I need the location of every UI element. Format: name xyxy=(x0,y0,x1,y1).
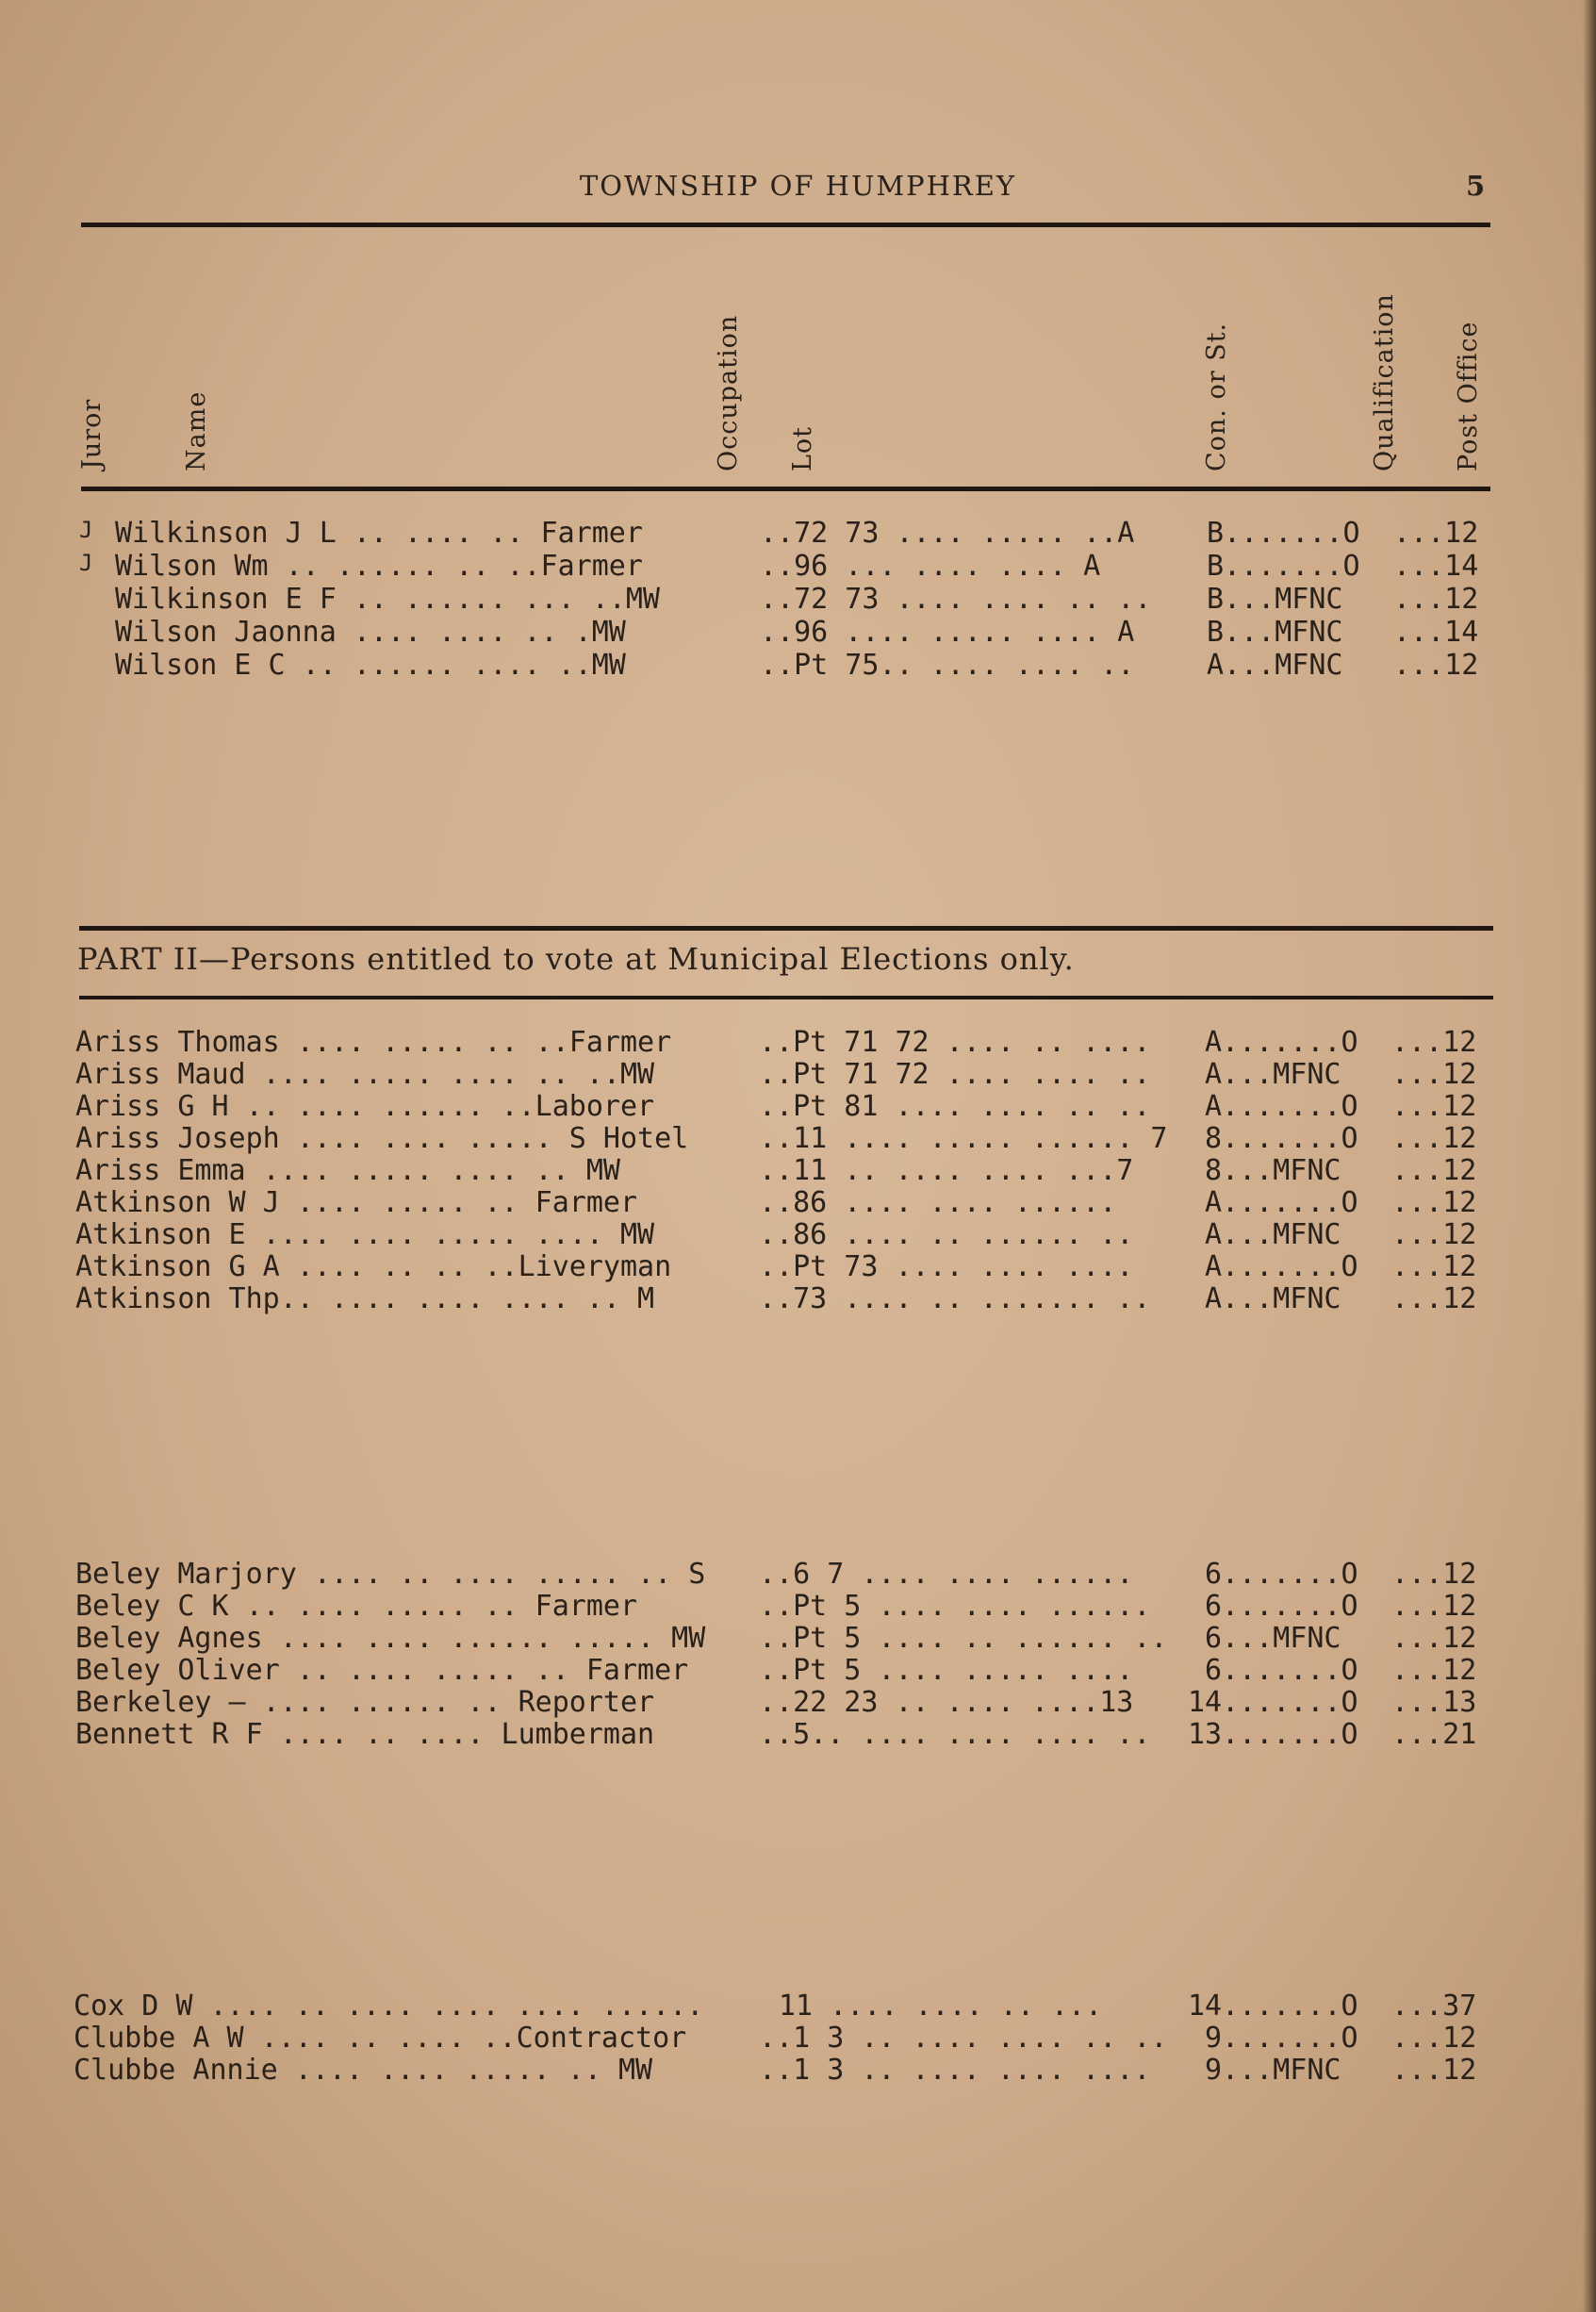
list-item xyxy=(75,1058,1489,1092)
con-qual-entry: A.......O xyxy=(1205,1250,1358,1283)
lot-entry: ..Pt 5 .... .. ...... .. xyxy=(759,1622,1168,1655)
column-head-rule xyxy=(81,487,1490,491)
col-head-qualification: Qualification xyxy=(1370,293,1399,471)
lot-entry: ..72 73 .... ..... ..A xyxy=(760,517,1135,550)
post-office-entry: ...12 xyxy=(1391,1122,1477,1155)
lot-entry: ..73 .... .. ....... .. xyxy=(759,1282,1151,1315)
post-office-entry: ...13 xyxy=(1391,1686,1477,1719)
juror-mark: J xyxy=(79,550,93,576)
con-qual-entry: 9...MFNC xyxy=(1205,2054,1341,2087)
lot-entry: ..Pt 71 72 .... .... .. xyxy=(759,1058,1151,1091)
list-item xyxy=(75,1218,1489,1252)
list-item xyxy=(75,1154,1489,1188)
lot-entry: ..6 7 .... .... ...... xyxy=(759,1558,1134,1591)
lot-entry: ..5.. .... .... .... .. xyxy=(759,1718,1151,1751)
lot-entry: ..11 .... ..... ...... 7 xyxy=(759,1122,1168,1155)
post-office-entry: ...21 xyxy=(1391,1718,1477,1751)
post-office-entry: ...12 xyxy=(1391,1090,1477,1123)
list-item xyxy=(74,2054,1488,2088)
con-qual-entry: 9.......O xyxy=(1205,2022,1358,2055)
lot-entry: ..86 .... .... ...... xyxy=(759,1186,1117,1219)
juror-mark: J xyxy=(79,517,93,543)
con-qual-entry: A.......O xyxy=(1205,1026,1358,1059)
part2-heading: PART II—Persons entitled to vote at Municipal Elections only. xyxy=(77,941,1075,977)
con-qual-entry: A.......O xyxy=(1205,1090,1358,1123)
lot-entry: ..96 .... ..... .... A xyxy=(760,616,1135,649)
list-item xyxy=(81,517,1495,551)
post-office-entry: ...14 xyxy=(1393,550,1479,583)
voter-entry: Bennett R F .... .. .... Lumberman xyxy=(75,1718,655,1751)
voter-entry: Ariss G H .. .... ...... ..Laborer xyxy=(75,1090,655,1123)
post-office-entry: ...12 xyxy=(1391,1026,1477,1059)
post-office-entry: ...12 xyxy=(1391,1218,1477,1251)
con-qual-entry: A...MFNC xyxy=(1205,1218,1341,1251)
con-qual-entry: 6.......O xyxy=(1205,1654,1358,1687)
list-item xyxy=(75,1026,1489,1060)
voter-entry: Clubbe Annie .... .... ..... .. MW xyxy=(74,2054,653,2087)
post-office-entry: ...12 xyxy=(1391,1282,1477,1315)
lot-entry: ..86 .... .. ...... .. xyxy=(759,1218,1134,1251)
post-office-entry: ...37 xyxy=(1391,1990,1477,2023)
con-qual-entry: 6.......O xyxy=(1205,1558,1358,1591)
con-qual-entry: B.......O xyxy=(1207,550,1360,583)
list-item xyxy=(81,649,1495,683)
list-item xyxy=(75,1250,1489,1284)
con-qual-entry: B...MFNC xyxy=(1207,583,1343,616)
post-office-entry: ...12 xyxy=(1393,583,1479,616)
post-office-entry: ...12 xyxy=(1391,1558,1477,1591)
voter-entry: Berkeley — .... ...... .. Reporter xyxy=(75,1686,655,1719)
lot-entry: 11 .... .... .. ... xyxy=(779,1990,1103,2023)
post-office-entry: ...12 xyxy=(1393,649,1479,682)
con-qual-entry: A...MFNC xyxy=(1205,1058,1341,1091)
part2-bottom-rule xyxy=(79,996,1493,999)
voter-entry: Wilson Wm .. ...... .. ..Farmer xyxy=(115,550,643,583)
lot-entry: ..Pt 73 .... .... .... xyxy=(759,1250,1134,1283)
post-office-entry: ...12 xyxy=(1393,517,1479,550)
list-item xyxy=(81,583,1495,617)
voter-entry: Wilson E C .. ...... .... ..MW xyxy=(115,649,626,682)
voter-entry: Wilson Jaonna .... .... .. .MW xyxy=(115,616,626,649)
voter-entry: Beley Agnes .... .... ...... ..... MW xyxy=(75,1622,706,1655)
col-head-lot: Lot xyxy=(788,425,817,471)
col-head-name: Name xyxy=(182,390,211,471)
list-item xyxy=(81,616,1495,650)
list-item xyxy=(75,1622,1489,1656)
voter-entry: Atkinson G A .... .. .. ..Liveryman xyxy=(75,1250,672,1283)
con-qual-entry: 14.......O xyxy=(1188,1990,1358,2023)
page-number: 5 xyxy=(1466,170,1486,202)
list-item xyxy=(75,1186,1489,1220)
voter-entry: Beley Oliver .. .... ..... .. Farmer xyxy=(75,1654,689,1687)
list-item xyxy=(81,550,1495,584)
page-edge-shadow xyxy=(1583,0,1596,2312)
post-office-entry: ...14 xyxy=(1393,616,1479,649)
lot-entry: ..Pt 5 .... ..... .... xyxy=(759,1654,1134,1687)
list-item xyxy=(75,1654,1489,1688)
list-item xyxy=(75,1558,1489,1592)
post-office-entry: ...12 xyxy=(1391,1590,1477,1623)
col-head-post-office: Post Office xyxy=(1454,321,1483,471)
con-qual-entry: 13.......O xyxy=(1188,1718,1358,1751)
lot-entry: ..Pt 5 .... .... ...... xyxy=(759,1590,1151,1623)
lot-entry: ..1 3 .. .... .... .... xyxy=(759,2054,1151,2087)
list-item xyxy=(75,1686,1489,1720)
lot-entry: ..72 73 .... .... .. .. xyxy=(760,583,1152,616)
con-qual-entry: B...MFNC xyxy=(1207,616,1343,649)
lot-entry: ..Pt 81 .... .... .. .. xyxy=(759,1090,1151,1123)
con-qual-entry: B.......O xyxy=(1207,517,1360,550)
voter-entry: Cox D W .... .. .... .... .... ...... xyxy=(74,1990,704,2023)
post-office-entry: ...12 xyxy=(1391,2054,1477,2087)
lot-entry: ..96 ... .... .... A xyxy=(760,550,1101,583)
voter-entry: Ariss Joseph .... .... ..... S Hotel xyxy=(75,1122,689,1155)
list-item xyxy=(75,1090,1489,1124)
list-item xyxy=(75,1590,1489,1624)
voter-entry: Clubbe A W .... .. .... ..Contractor xyxy=(74,2022,687,2055)
post-office-entry: ...12 xyxy=(1391,1186,1477,1219)
con-qual-entry: 8.......O xyxy=(1205,1122,1358,1155)
con-qual-entry: A...MFNC xyxy=(1205,1282,1341,1315)
part2-top-rule xyxy=(79,926,1493,931)
voter-entry: Beley Marjory .... .. .... ..... .. S xyxy=(75,1558,706,1591)
post-office-entry: ...12 xyxy=(1391,1058,1477,1091)
col-head-occupation: Occupation xyxy=(714,314,743,471)
con-qual-entry: 14.......O xyxy=(1188,1686,1358,1719)
con-qual-entry: 6.......O xyxy=(1205,1590,1358,1623)
lot-entry: ..Pt 75.. .... .... .. xyxy=(760,649,1135,682)
list-item xyxy=(75,1282,1489,1316)
list-item xyxy=(74,2022,1488,2056)
header-rule xyxy=(81,223,1490,227)
post-office-entry: ...12 xyxy=(1391,2022,1477,2055)
voter-entry: Atkinson Thp.. .... .... .... .. M xyxy=(75,1282,655,1315)
list-item xyxy=(75,1122,1489,1156)
voter-entry: Ariss Thomas .... ..... .. ..Farmer xyxy=(75,1026,672,1059)
lot-entry: ..Pt 71 72 .... .. .... xyxy=(759,1026,1151,1059)
lot-entry: ..22 23 .. .... ....13 xyxy=(759,1686,1134,1719)
post-office-entry: ...12 xyxy=(1391,1654,1477,1687)
voter-entry: Ariss Emma .... ..... .... .. MW xyxy=(75,1154,620,1187)
voter-entry: Wilkinson E F .. ...... ... ..MW xyxy=(115,583,660,616)
con-qual-entry: 6...MFNC xyxy=(1205,1622,1341,1655)
con-qual-entry: A.......O xyxy=(1205,1186,1358,1219)
post-office-entry: ...12 xyxy=(1391,1622,1477,1655)
lot-entry: ..11 .. .... .... ...7 xyxy=(759,1154,1134,1187)
voter-entry: Atkinson W J .... ..... .. Farmer xyxy=(75,1186,638,1219)
voter-entry: Ariss Maud .... ..... .... .. ..MW xyxy=(75,1058,655,1091)
voter-entry: Atkinson E .... .... ..... .... MW xyxy=(75,1218,655,1251)
con-qual-entry: 8...MFNC xyxy=(1205,1154,1341,1187)
list-item xyxy=(75,1718,1489,1752)
col-head-juror: Juror xyxy=(77,398,107,470)
post-office-entry: ...12 xyxy=(1391,1250,1477,1283)
con-qual-entry: A...MFNC xyxy=(1207,649,1343,682)
post-office-entry: ...12 xyxy=(1391,1154,1477,1187)
voter-entry: Beley C K .. .... ..... .. Farmer xyxy=(75,1590,638,1623)
voter-entry: Wilkinson J L .. .... .. Farmer xyxy=(115,517,643,550)
col-head-con: Con. or St. xyxy=(1202,322,1231,471)
page-title: TOWNSHIP OF HUMPHREY xyxy=(579,170,1017,202)
lot-entry: ..1 3 .. .... .... .. .. xyxy=(759,2022,1168,2055)
list-item xyxy=(74,1990,1488,2023)
